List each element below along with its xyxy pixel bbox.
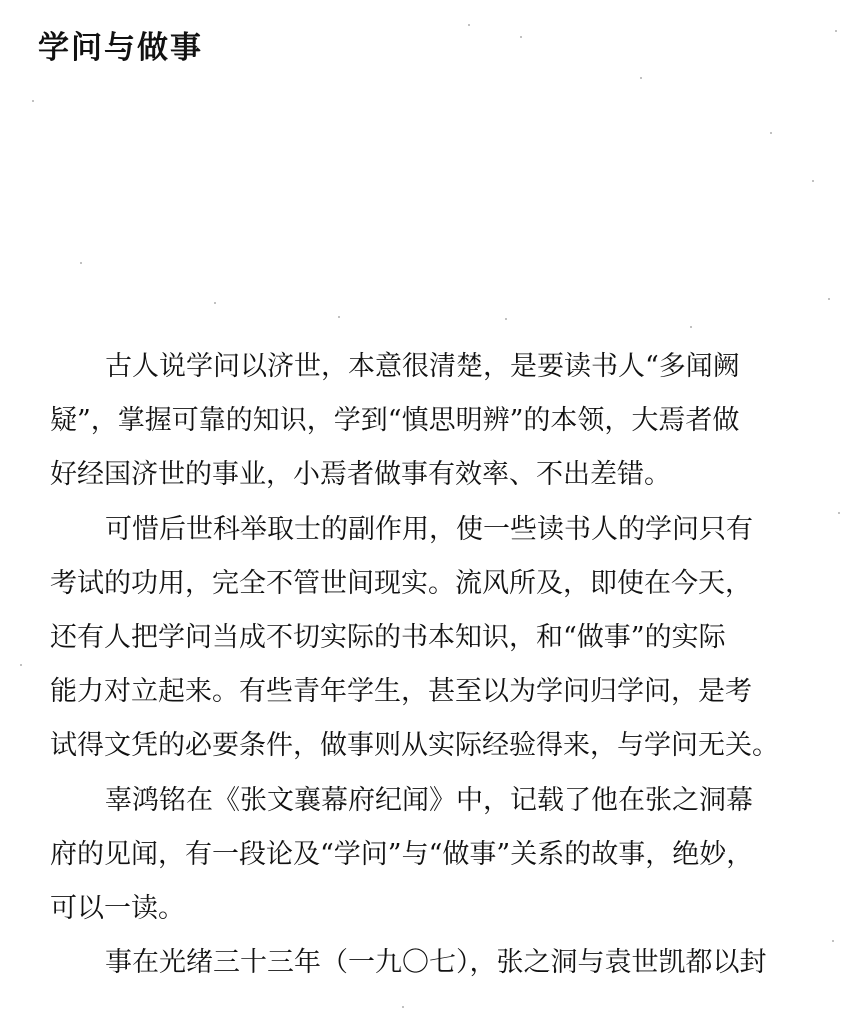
text-line: 可惜后世科举取士的副作用，使一些读书人的学问只有 (105, 513, 753, 545)
text-line: 还有人把学问当成不切实际的书本知识，和“做事”的实际 (50, 621, 726, 653)
text-line: 疑”，掌握可靠的知识，学到“慎思明辨”的本领，大焉者做 (50, 405, 740, 437)
paragraph (50, 774, 810, 937)
scan-speck (338, 316, 340, 318)
scan-speck (32, 100, 34, 102)
scan-speck (505, 318, 507, 320)
text-line: 可以一读。 (50, 892, 185, 924)
text-line: 古人说学问以济世，本意很清楚，是要读书人“多闻阙 (105, 351, 740, 382)
scan-speck (770, 132, 772, 134)
scan-speck (468, 24, 470, 26)
text-line: 事在光绪三十三年（一九〇七），张之洞与袁世凯都以封 (105, 947, 767, 979)
scan-speck (832, 940, 834, 942)
scan-speck (835, 30, 837, 32)
paragraph (50, 503, 810, 774)
body-text (50, 340, 810, 990)
scan-speck (828, 298, 830, 300)
scan-speck (812, 180, 814, 182)
scan-speck (690, 326, 692, 328)
text-line: 府的见闻，有一段论及“学问”与“做事”关系的故事，绝妙， (50, 838, 754, 870)
paragraph (50, 936, 810, 990)
text-line: 能力对立起来。有些青年学生，甚至以为学问归学问，是考 (50, 676, 752, 708)
text-line: 试得文凭的必要条件，做事则从实际经验得来，与学问无关。 (50, 730, 779, 762)
scan-speck (520, 36, 522, 38)
scan-speck (838, 512, 840, 514)
page-title: 学问与做事 (38, 30, 203, 66)
text-line: 辜鸿铭在《张文襄幕府纪闻》中，记载了他在张之洞幕 (105, 784, 753, 816)
scan-speck (640, 77, 642, 79)
scan-speck (20, 664, 22, 666)
scan-speck (80, 262, 82, 264)
scan-speck (402, 1006, 404, 1008)
text-line: 考试的功用，完全不管世间现实。流风所及，即使在今天， (50, 567, 752, 599)
text-line: 好经国济世的事业，小焉者做事有效率、不出差错。 (50, 459, 671, 491)
paragraph (50, 340, 810, 503)
scan-speck (214, 302, 216, 304)
